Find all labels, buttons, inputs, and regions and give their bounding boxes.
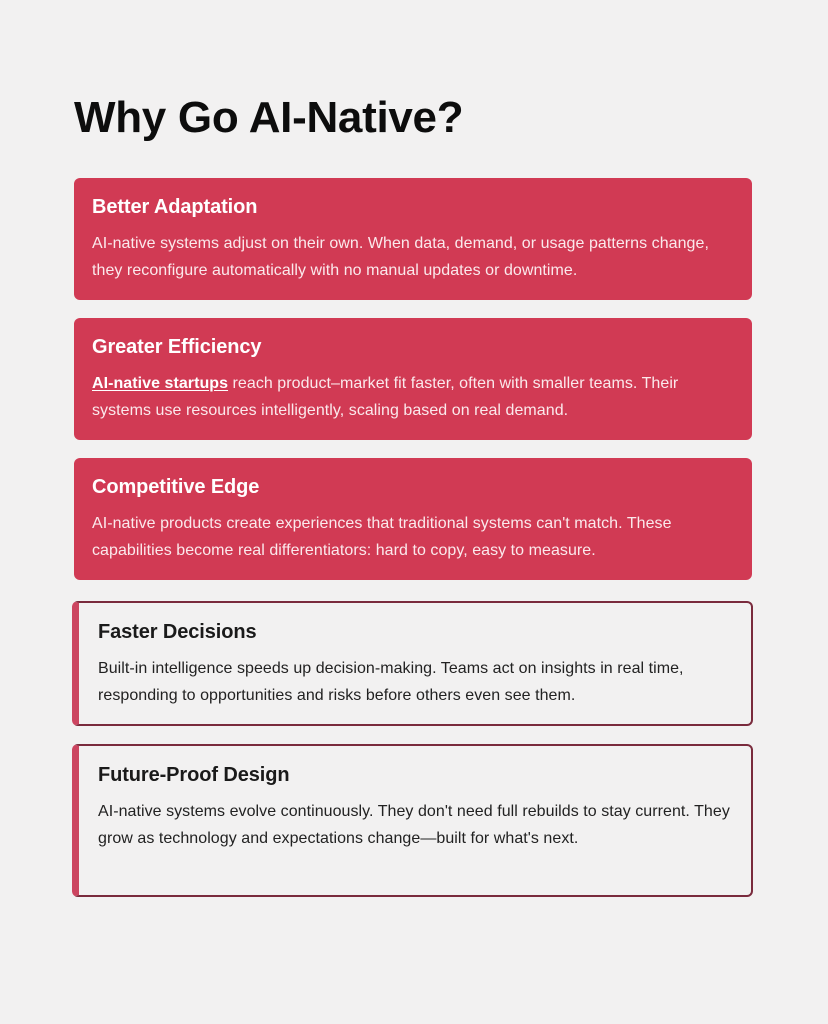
card-faster-decisions: [72, 601, 753, 726]
card-title: Faster Decisions: [98, 621, 257, 643]
card-title: Competitive Edge: [92, 476, 260, 498]
card-body: AI-native products create experiences that traditional systems can't match. These capabilities become real differentiators: hard to copy, easy to measure.: [92, 515, 672, 559]
card-competitive-edge: [74, 458, 752, 580]
card-title: Greater Efficiency: [92, 336, 262, 358]
card-body: AI-native systems adjust on their own. When data, demand, or usage patterns change, they reconfigure automatically with no manual updates or downtime.: [92, 235, 709, 279]
card-greater-efficiency: [74, 318, 752, 440]
card-better-adaptation: [74, 178, 752, 300]
card-body-text: reach product–market fit faster, often with smaller teams. Their systems use resources intelligently, scaling based on real demand.: [92, 375, 679, 419]
page-title: Why Go AI-Native?: [74, 93, 464, 142]
card-title: Future-Proof Design: [98, 764, 290, 786]
ai-native-startups-link[interactable]: AI-native startups: [92, 375, 229, 392]
card-body: [92, 370, 734, 424]
card-title: Better Adaptation: [92, 196, 258, 218]
card-future-proof-design: [72, 744, 753, 897]
card-body: AI-native systems evolve continuously. They don't need full rebuilds to stay current. They grow as technology and expectations change—built for what's next.: [98, 803, 730, 847]
card-body: Built-in intelligence speeds up decision-making. Teams act on insights in real time, responding to opportunities and risks before others even see them.: [98, 660, 684, 704]
